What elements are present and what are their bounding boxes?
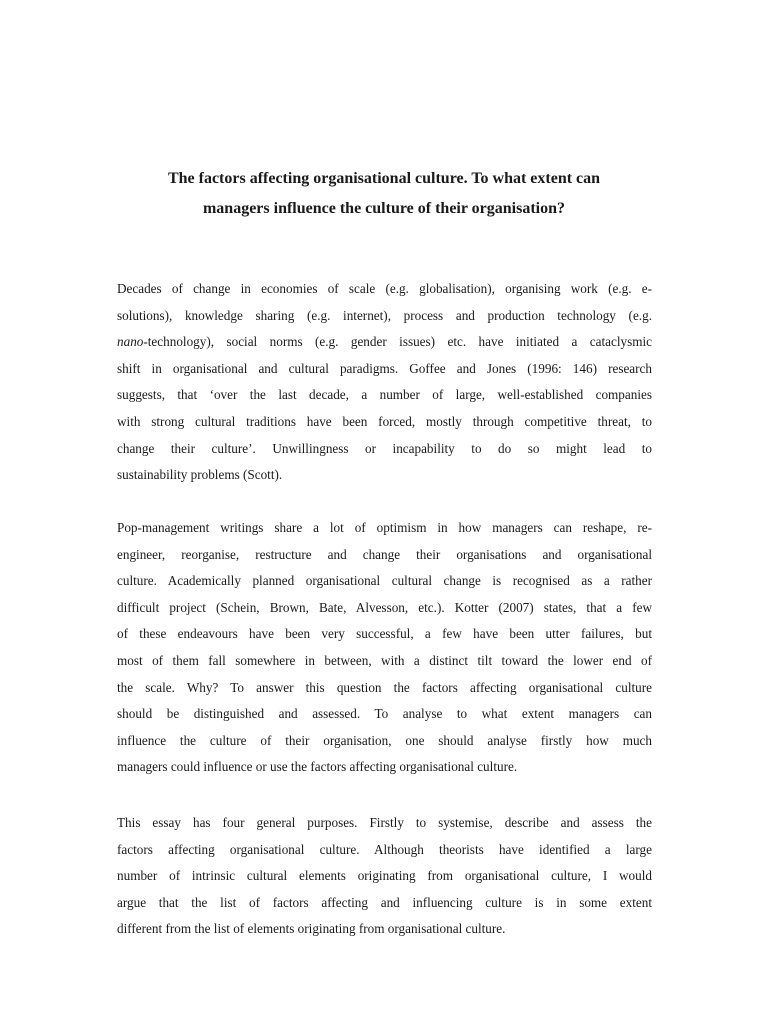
text-line: sustainability problems (Scott). bbox=[117, 467, 283, 483]
text-line: the scale. Why? To answer this question the factors affecting organisational culture bbox=[117, 679, 652, 695]
paragraph-3 bbox=[117, 810, 652, 943]
text-line-with-italic bbox=[117, 329, 652, 356]
text-line: engineer, reorganise, restructure and change their organisations and organisational bbox=[117, 546, 652, 562]
essay-title bbox=[100, 164, 668, 224]
text-line: managers could influence or use the factors affecting organisational culture. bbox=[117, 759, 518, 775]
italic-term: nano bbox=[117, 334, 144, 350]
title-line: managers influence the culture of their organisation? bbox=[202, 200, 566, 217]
text-line: Decades of change in economies of scale (e.g. globalisation), organising work (e.g. e- bbox=[117, 281, 652, 296]
text-line: with strong cultural traditions have been forced, mostly through competitive threat, to bbox=[117, 413, 652, 429]
text-line: This essay has four general purposes. Firstly to systemise, describe and assess the bbox=[117, 815, 652, 830]
text-line: change their culture’. Unwillingness or incapability to do so might lead to bbox=[117, 440, 652, 456]
text-line: culture. Academically planned organisational cultural change is recognised as a rather bbox=[117, 573, 652, 589]
text-line: difficult project (Schein, Brown, Bate, Alvesson, etc.). Kotter (2007) states, that a few bbox=[117, 599, 652, 615]
title-line: The factors affecting organisational culture. To what extent can bbox=[167, 170, 601, 187]
paragraph-2 bbox=[117, 515, 652, 781]
text-line: should be distinguished and assessed. To analyse to what extent managers can bbox=[117, 706, 652, 722]
text-line: argue that the list of factors affecting and influencing culture is in some extent bbox=[117, 894, 652, 910]
text-line: influence the culture of their organisation, one should analyse firstly how much bbox=[117, 732, 652, 748]
text-line: number of intrinsic cultural elements originating from organisational culture, I would bbox=[117, 868, 652, 884]
paragraph-1 bbox=[117, 276, 652, 489]
text-line: Pop-management writings share a lot of optimism in how managers can reshape, re- bbox=[117, 520, 652, 535]
text-line: different from the list of elements originating from organisational culture. bbox=[117, 921, 506, 937]
text-line: solutions), knowledge sharing (e.g. internet), process and production technology (e.g. bbox=[117, 307, 652, 323]
text-line: most of them fall somewhere in between, with a distinct tilt toward the lower end of bbox=[117, 652, 652, 668]
text-line: factors affecting organisational culture. Although theorists have identified a large bbox=[117, 841, 652, 857]
text-line: of these endeavours have been very successful, a few have been utter failures, but bbox=[117, 626, 652, 642]
text-line: shift in organisational and cultural paradigms. Goffee and Jones (1996: 146) research bbox=[117, 360, 652, 376]
text-line-rest: -technology), social norms (e.g. gender issues) etc. have initiated a cataclysmic bbox=[143, 334, 652, 350]
text-line: suggests, that ‘over the last decade, a number of large, well-established companies bbox=[117, 387, 652, 403]
